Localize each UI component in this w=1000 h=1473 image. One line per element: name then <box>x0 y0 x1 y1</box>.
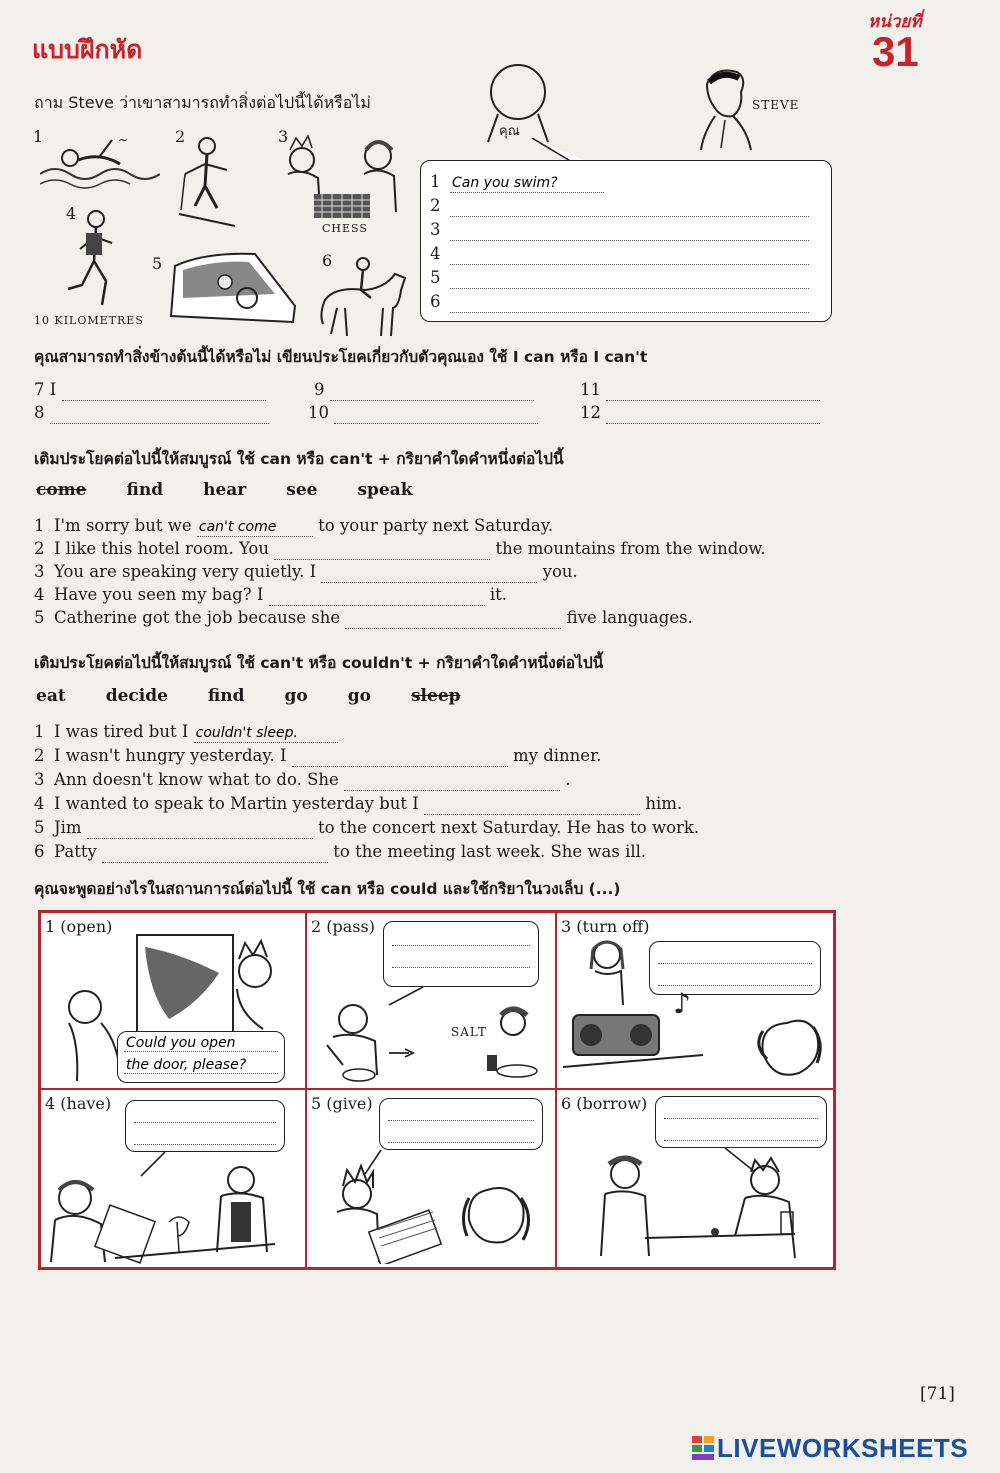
turn-off-radio-picture <box>563 935 831 1085</box>
you-label: คุณ <box>499 124 520 139</box>
ex4-input-3[interactable] <box>344 772 560 791</box>
ex5-bubble-1 <box>117 1031 285 1083</box>
ex4-before: I was tired but I <box>54 722 189 741</box>
ex4-word: go <box>284 686 308 706</box>
ex5-cell-6 <box>556 1089 834 1268</box>
restaurant-menu-picture <box>45 1152 301 1264</box>
ex4-instruction: เติมประโยคต่อไปนี้ให้สมบูรณ์ ใช้ can't หรือ couldn't + กริยาคำใดคำหนึ่งต่อไปนี้ <box>34 654 604 672</box>
ex2-num: 8 <box>34 403 45 422</box>
ex3-after: the mountains from the window. <box>495 539 766 558</box>
pic-number-4: 4 <box>66 204 77 223</box>
ex2-num: 12 <box>580 403 601 422</box>
ex3-num: 1 <box>34 516 45 535</box>
ex2-num: 10 <box>308 403 329 422</box>
ex5-cell-5 <box>306 1089 556 1268</box>
ex3-num: 5 <box>34 608 45 627</box>
ex1-num: 2 <box>430 196 441 215</box>
ex3-word: come <box>36 480 87 500</box>
ex3-num: 3 <box>34 562 45 581</box>
steve-label: STEVE <box>752 98 800 112</box>
ex5-cell-3 <box>556 912 834 1089</box>
borrow-picture <box>565 1146 829 1264</box>
ex4-num: 5 <box>34 818 45 837</box>
ex3-word: find <box>126 480 164 500</box>
phone-number-picture <box>317 1150 549 1264</box>
ex3-num: 2 <box>34 539 45 558</box>
ex2-instruction: คุณสามารถทำสิ่งข้างต้นนี้ได้หรือไม่ เขียนประโยคเกี่ยวกับตัวคุณเอง ใช้ I can หรือ I can't <box>34 348 648 366</box>
ex1-line-5 <box>430 266 809 290</box>
swimming-picture <box>40 134 160 194</box>
ex4-item <box>34 768 834 792</box>
ex3-input-5[interactable] <box>345 610 561 629</box>
ex1-num: 5 <box>430 268 441 287</box>
ex5-cell-label: 3 (turn off) <box>561 917 650 936</box>
pass-salt-picture <box>313 985 551 1085</box>
ex2-num: 7 <box>34 380 45 399</box>
chess-picture <box>280 130 410 225</box>
svg-text:~: ~ <box>118 134 129 147</box>
ex4-word-bank <box>36 686 501 706</box>
liveworksheets-icon <box>692 1436 714 1460</box>
ex4-before: Ann doesn't know what to do. She <box>54 770 339 789</box>
ex4-word: go <box>347 686 371 706</box>
km-caption: 10 KILOMETRES <box>34 314 144 327</box>
ex4-word: sleep <box>410 686 461 706</box>
ex4-after: him. <box>645 794 683 813</box>
ex5-input-2a[interactable] <box>392 928 530 946</box>
ex5-cell-label: 1 (open) <box>45 917 113 936</box>
ex5-bubble-4 <box>125 1100 285 1152</box>
ex5-cell-label: 2 (pass) <box>311 917 375 936</box>
ex3-num: 4 <box>34 585 45 604</box>
ex4-item <box>34 720 834 744</box>
ex4-word: decide <box>105 686 168 706</box>
ex2-item-12 <box>580 401 820 424</box>
ex4-input-4[interactable] <box>424 796 640 815</box>
ex2-prefix: I <box>49 380 57 399</box>
horse-riding-picture <box>315 250 415 340</box>
ex3-after: five languages. <box>566 608 693 627</box>
ex2-item-9 <box>314 378 534 401</box>
ex2-input-9[interactable] <box>330 382 534 401</box>
ex2-item-8 <box>34 401 269 424</box>
ex5-input-1b[interactable] <box>124 1056 278 1074</box>
ex3-after: you. <box>542 562 578 581</box>
ex1-answer-lines <box>430 170 809 314</box>
ex4-after: . <box>565 770 571 789</box>
ex3-before: Have you seen my bag? I <box>54 585 264 604</box>
ex2-item-10 <box>308 401 538 424</box>
ex4-input-5[interactable] <box>87 820 313 839</box>
ex4-before: I wanted to speak to Martin yesterday but I <box>54 794 419 813</box>
ex3-before: Catherine got the job because she <box>54 608 341 627</box>
ex3-before: I'm sorry but we <box>54 516 192 535</box>
ex5-input-5b[interactable] <box>388 1125 534 1143</box>
ex4-item <box>34 792 834 816</box>
ex5-bubble-6 <box>655 1096 827 1148</box>
ex1-line-4 <box>430 242 809 266</box>
ex1-line-2 <box>430 194 809 218</box>
ex2-input-11[interactable] <box>606 382 820 401</box>
ex4-num: 4 <box>34 794 45 813</box>
chess-caption: CHESS <box>322 222 368 235</box>
ex5-instruction: คุณจะพูดอย่างไรในสถานการณ์ต่อไปนี้ ใช้ can หรือ could และใช้กริยาในวงเล็บ (...) <box>34 880 621 898</box>
ex5-cell-label: 6 (borrow) <box>561 1094 648 1113</box>
ex5-cell-label: 5 (give) <box>311 1094 373 1113</box>
brand-name: LIVEWORKSHEETS <box>717 1432 969 1463</box>
ex2-input-12[interactable] <box>606 405 820 424</box>
ex5-input-1a[interactable] <box>124 1034 278 1052</box>
ex4-num: 6 <box>34 842 45 861</box>
ex5-input-4a[interactable] <box>134 1105 276 1123</box>
ex4-items <box>34 720 834 864</box>
pic-number-1: 1 <box>33 127 44 146</box>
ex1-num: 4 <box>430 244 441 263</box>
ex5-cell-1 <box>40 912 306 1089</box>
salt-label: SALT <box>451 1025 487 1039</box>
ex3-item <box>34 606 834 629</box>
ex1-answer-input-6[interactable] <box>450 294 809 313</box>
ex5-cell-label: 4 (have) <box>45 1094 112 1113</box>
ex1-num: 3 <box>430 220 441 239</box>
ex1-line-3 <box>430 218 809 242</box>
ex3-input-4[interactable] <box>269 587 485 606</box>
ex5-input-5a[interactable] <box>388 1103 534 1121</box>
ex3-before: I like this hotel room. You <box>54 539 269 558</box>
ex1-answer-input-1[interactable] <box>450 174 604 193</box>
ex4-after: to the meeting last week. She was ill. <box>333 842 647 861</box>
ex3-word: speak <box>357 480 413 500</box>
ex2-input-7[interactable] <box>62 382 266 401</box>
ex4-input-6[interactable] <box>102 844 328 863</box>
ex3-before: You are speaking very quietly. I <box>54 562 317 581</box>
skiing-picture <box>165 130 245 230</box>
ex3-after: to your party next Saturday. <box>318 516 554 535</box>
ex5-grid <box>38 910 836 1270</box>
ex3-item <box>34 537 834 560</box>
ex4-before: Jim <box>54 818 82 837</box>
ex2-item-7 <box>34 378 266 401</box>
worksheet-title: แบบฝึกหัด <box>32 35 143 64</box>
ex1-num: 1 <box>430 172 441 191</box>
steve-portrait-icon <box>695 64 755 152</box>
ex5-cell-2 <box>306 912 556 1089</box>
ex5-input-4b[interactable] <box>134 1127 276 1145</box>
ex1-line-1 <box>430 170 809 194</box>
ex4-item <box>34 744 834 768</box>
ex3-input-3[interactable] <box>321 564 537 583</box>
ex3-word: see <box>286 480 318 500</box>
ex1-num: 6 <box>430 292 441 311</box>
running-picture <box>62 205 142 310</box>
ex3-input-2[interactable] <box>274 541 490 560</box>
ex3-item <box>34 583 834 606</box>
ex4-num: 1 <box>34 722 45 741</box>
ex5-bubble-2 <box>383 921 539 987</box>
ex3-word-bank <box>36 480 453 500</box>
ex4-after: to the concert next Saturday. He has to work. <box>318 818 700 837</box>
ex3-items <box>34 514 834 629</box>
ex5-input-2b[interactable] <box>392 950 530 968</box>
ex4-num: 2 <box>34 746 45 765</box>
ex4-num: 3 <box>34 770 45 789</box>
ex3-instruction: เติมประโยคต่อไปนี้ให้สมบูรณ์ ใช้ can หรือ can't + กริยาคำใดคำหนึ่งต่อไปนี้ <box>34 450 564 468</box>
ex2-item-11 <box>580 378 820 401</box>
pic-number-5: 5 <box>152 254 163 273</box>
ex3-item <box>34 514 834 537</box>
ex2-input-8[interactable] <box>50 405 269 424</box>
driving-picture <box>165 246 300 326</box>
ex1-answer-input-2[interactable] <box>450 198 809 217</box>
svg-text:♪: ♪ <box>673 987 691 1020</box>
unit-label: หน่วยที่ <box>868 12 922 32</box>
ex5-input-6b[interactable] <box>664 1123 818 1141</box>
pic-number-3: 3 <box>278 127 289 146</box>
page-number: [71] <box>920 1384 955 1404</box>
ex2-num: 11 <box>580 380 601 399</box>
ex1-answer-input-4[interactable] <box>450 246 809 265</box>
ex4-before: I wasn't hungry yesterday. I <box>54 746 287 765</box>
ex4-input-2[interactable] <box>292 748 508 767</box>
ex4-item <box>34 840 834 864</box>
ex4-before: Patty <box>54 842 97 861</box>
ex1-answer-input-5[interactable] <box>450 270 809 289</box>
ex4-item <box>34 816 834 840</box>
ex1-instruction: ถาม Steve ว่าเขาสามารถทำสิ่งต่อไปนี้ได้หรือไม่ <box>34 93 371 112</box>
ex2-num: 9 <box>314 380 325 399</box>
unit-number: 31 <box>872 28 919 75</box>
ex1-line-6 <box>430 290 809 314</box>
ex4-word: find <box>207 686 245 706</box>
ex5-bubble-5 <box>379 1098 543 1150</box>
pic-number-2: 2 <box>175 127 186 146</box>
pic-number-6: 6 <box>322 251 333 270</box>
liveworksheets-logo <box>692 1432 969 1463</box>
ex2-input-10[interactable] <box>334 405 538 424</box>
ex4-after: my dinner. <box>513 746 602 765</box>
ex5-input-6a[interactable] <box>664 1101 818 1119</box>
ex5-cell-4 <box>40 1089 306 1268</box>
ex3-item <box>34 560 834 583</box>
ex3-input-1[interactable] <box>197 518 313 537</box>
ex3-after: it. <box>489 585 507 604</box>
ex4-input-1[interactable] <box>194 724 338 743</box>
ex1-answer-input-3[interactable] <box>450 222 809 241</box>
ex3-word: hear <box>203 480 247 500</box>
ex4-word: eat <box>36 686 66 706</box>
